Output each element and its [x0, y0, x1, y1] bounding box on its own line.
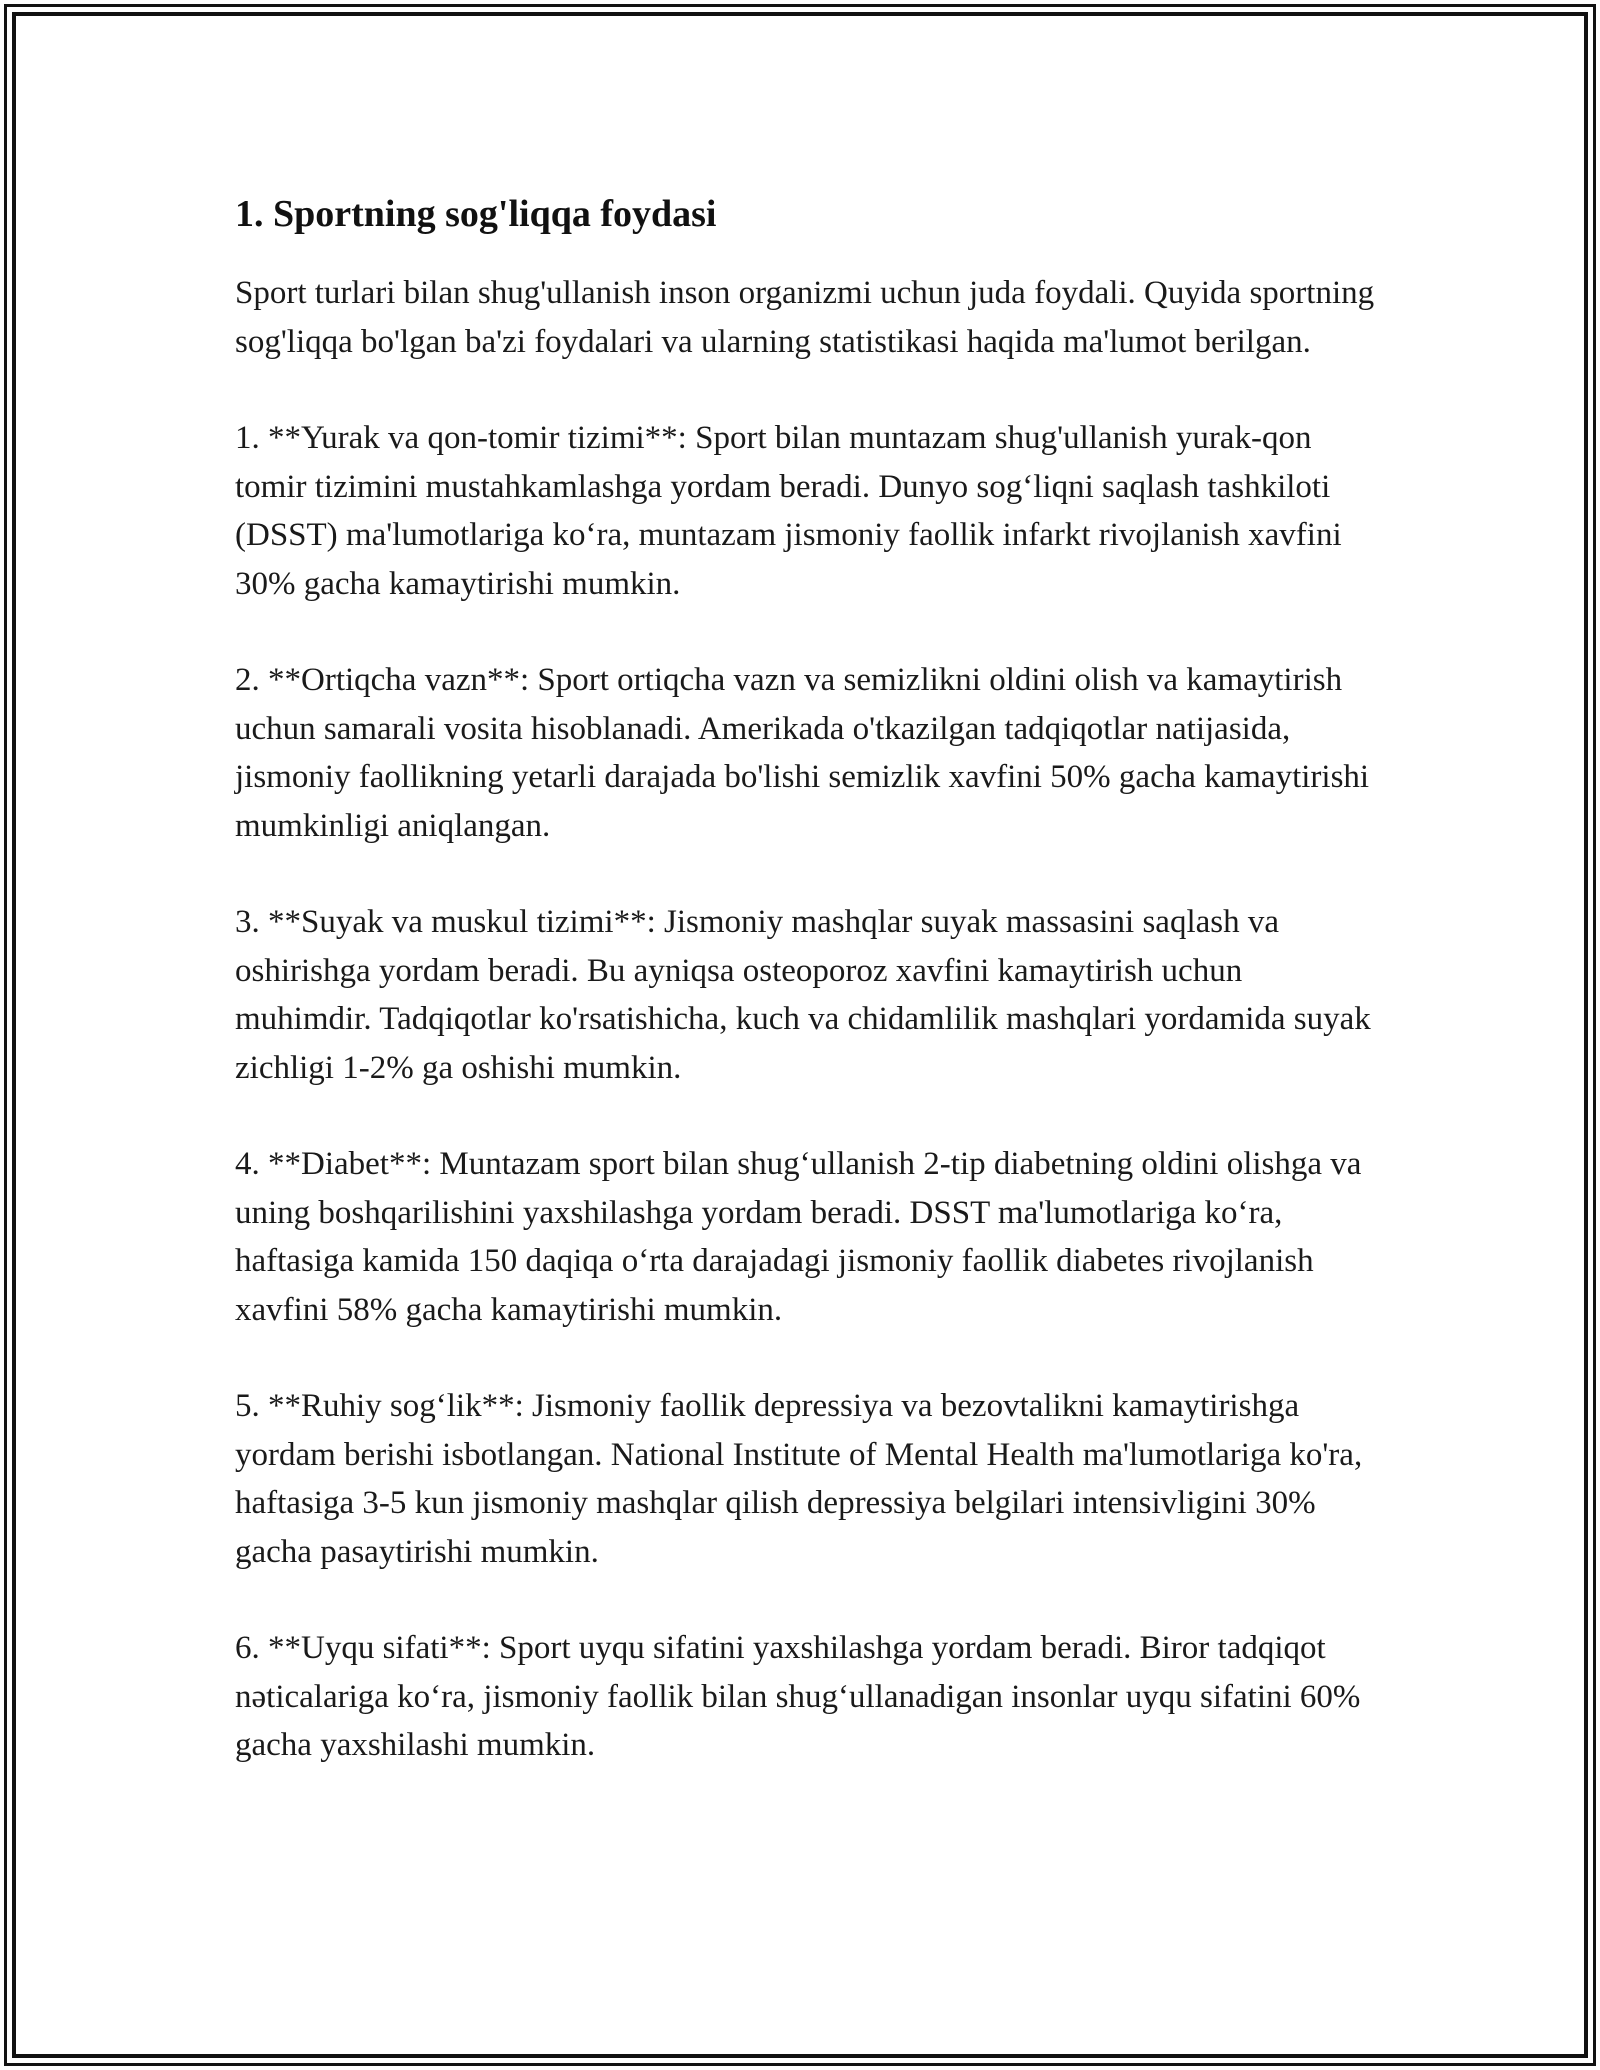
section-title: 1. Sportning sog'liqqa foydasi	[235, 193, 717, 235]
item-sleep-paragraph: 6. **Uyqu sifati**: Sport uyqu sifatini yaxshilashga yordam beradi. Biror tadqiqot nəticalariga ko‘ra, jismoniy faollik bilan shug‘ullanadigan insonlar uyqu sifatini 60% gacha yaxshilashi mumkin.	[235, 1630, 1361, 1763]
item-mental-health-paragraph: 5. **Ruhiy sog‘lik**: Jismoniy faollik depressiya va bezovtalikni kamaytirishga yordam berishi isbotlangan. National Institute of Mental Health ma'lumotlariga ko'ra, haftasiga 3-5 kun jismoniy mashqlar qilish depressiya belgilari intensivligini 30% gacha pasaytirishi mumkin.	[235, 1388, 1363, 1570]
item-diabetes-paragraph: 4. **Diabet**: Muntazam sport bilan shug‘ullanish 2-tip diabetning oldini olishga va uning boshqarilishini yaxshilashga yordam beradi. DSST ma'lumotlariga ko‘ra, haftasiga kamida 150 daqiqa o‘rta darajadagi jismoniy faollik diabetes rivojlanish xavfini 58% gacha kamaytirishi mumkin.	[235, 1146, 1362, 1328]
intro-paragraph: Sport turlari bilan shug'ullanish inson organizmi uchun juda foydali. Quyida sportning sog'liqqa bo'lgan ba'zi foydalari va ularning statistikasi haqida ma'lumot berilgan.	[235, 275, 1375, 360]
item-weight-paragraph: 2. **Ortiqcha vazn**: Sport ortiqcha vazn va semizlikni oldini olish va kamaytirish uchun samarali vosita hisoblanadi. Amerikada o'tkazilgan tadqiqotlar natijasida, jismoniy faollikning yetarli darajada bo'lishi semizlik xavfini 50% gacha kamaytirishi mumkinligi aniqlangan.	[235, 662, 1370, 844]
item-heart-paragraph: 1. **Yurak va qon-tomir tizimi**: Sport bilan muntazam shug'ullanish yurak-qon tomir tizimini mustahkamlashga yordam beradi. Dunyo sog‘liqni saqlash tashkiloti (DSST) ma'lumotlariga ko‘ra, muntazam jismoniy faollik infarkt rivojlanish xavfini 30% gacha kamaytirishi mumkin.	[235, 420, 1342, 602]
item-bones-paragraph: 3. **Suyak va muskul tizimi**: Jismoniy mashqlar suyak massasini saqlash va oshirishga yordam beradi. Bu ayniqsa osteoporoz xavfini kamaytirish uchun muhimdir. Tadqiqotlar ko'rsatishicha, kuch va chidamlilik mashqlari yordamida suyak zichligi 1-2% ga oshishi mumkin.	[235, 904, 1371, 1086]
document-body	[235, 186, 1375, 1818]
